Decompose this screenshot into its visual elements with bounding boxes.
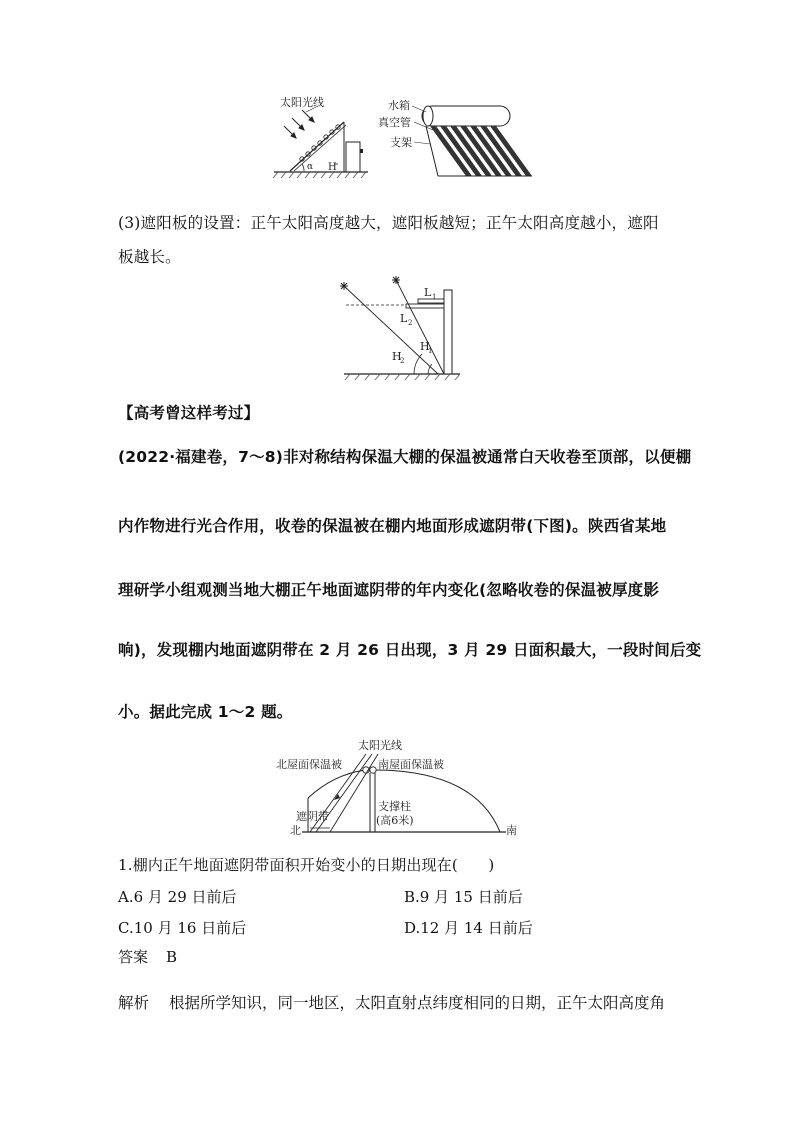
solar-heater-diagram [270, 92, 540, 187]
pillar-label: 支撑柱 [378, 800, 411, 813]
h1-subscript: 1 [428, 347, 433, 355]
analysis-row [118, 991, 665, 1013]
sunlight-label: 太阳光线 [280, 96, 324, 109]
h-label: H [328, 162, 337, 173]
south-label: 南 [506, 824, 517, 837]
north-label: 北 [290, 824, 301, 837]
l1-subscript: 1 [432, 293, 437, 301]
solar-heater-figure [270, 92, 540, 187]
alpha-label: α [307, 162, 314, 172]
shade-text-line1: (3)遮阳板的设置：正午太阳高度越大，遮阳板越短；正午太阳高度越小，遮阳 [118, 214, 659, 232]
section-heading: 【高考曾这样考过】 [118, 404, 260, 422]
sunshade-figure [336, 274, 468, 380]
intro-line-2: 内作物进行光合作用，收卷的保温被在棚内地面形成遮阴带(下图)。陕西省某地 [118, 517, 667, 535]
option-b[interactable]: B.9 月 15 日前后 [404, 888, 523, 906]
answer-row [118, 946, 177, 967]
question-stem: 1.棚内正午地面遮阴带面积开始变小的日期出现在( ) [118, 856, 495, 874]
tank-label: 水箱 [388, 99, 410, 112]
analysis-text: 根据所学知识，同一地区，太阳直射点纬度相同的日期，正午太阳高度角 [169, 994, 666, 1012]
option-d[interactable]: D.12 月 14 日前后 [404, 919, 533, 937]
h1-label: H [420, 340, 430, 353]
shade-band-label: 遮阴带 [296, 810, 329, 823]
l2-label: L [400, 312, 408, 325]
intro-line-5: 小。据此完成 1～2 题。 [118, 703, 293, 721]
analysis-label: 解析 [118, 994, 150, 1012]
option-a[interactable]: A.6 月 29 日前后 [118, 888, 237, 906]
sunshade-diagram [336, 274, 468, 380]
south-roof-label: 南屋面保温被 [378, 758, 444, 771]
h2-subscript: 2 [400, 357, 405, 365]
north-roof-label: 北屋面保温被 [276, 758, 342, 771]
option-c[interactable]: C.10 月 16 日前后 [118, 919, 247, 937]
answer-label: 答案 [118, 948, 149, 966]
greenhouse-figure [274, 738, 524, 838]
pillar-height-label: (高6米) [376, 814, 414, 827]
intro-line-1: (2022·福建卷，7～8)非对称结构保温大棚的保温被通常白天收卷至顶部，以便棚 [118, 448, 692, 466]
greenhouse-diagram [274, 738, 524, 838]
frame-label: 支架 [390, 136, 412, 149]
l1-label: L [424, 286, 432, 299]
tube-label: 真空管 [378, 116, 411, 129]
h2-label: H [392, 350, 402, 363]
intro-line-3: 理研学小组观测当地大棚正午地面遮阴带的年内变化(忽略收卷的保温被厚度影 [118, 581, 660, 599]
answer-value: B [166, 948, 178, 966]
intro-line-4: 响)，发现棚内地面遮阴带在 2 月 26 日出现，3 月 29 日面积最大，一段时间后变 [118, 641, 702, 659]
shade-text-line2: 板越长。 [118, 248, 181, 266]
sunlight-label-3: 太阳光线 [358, 739, 402, 752]
l2-subscript: 2 [408, 319, 413, 327]
